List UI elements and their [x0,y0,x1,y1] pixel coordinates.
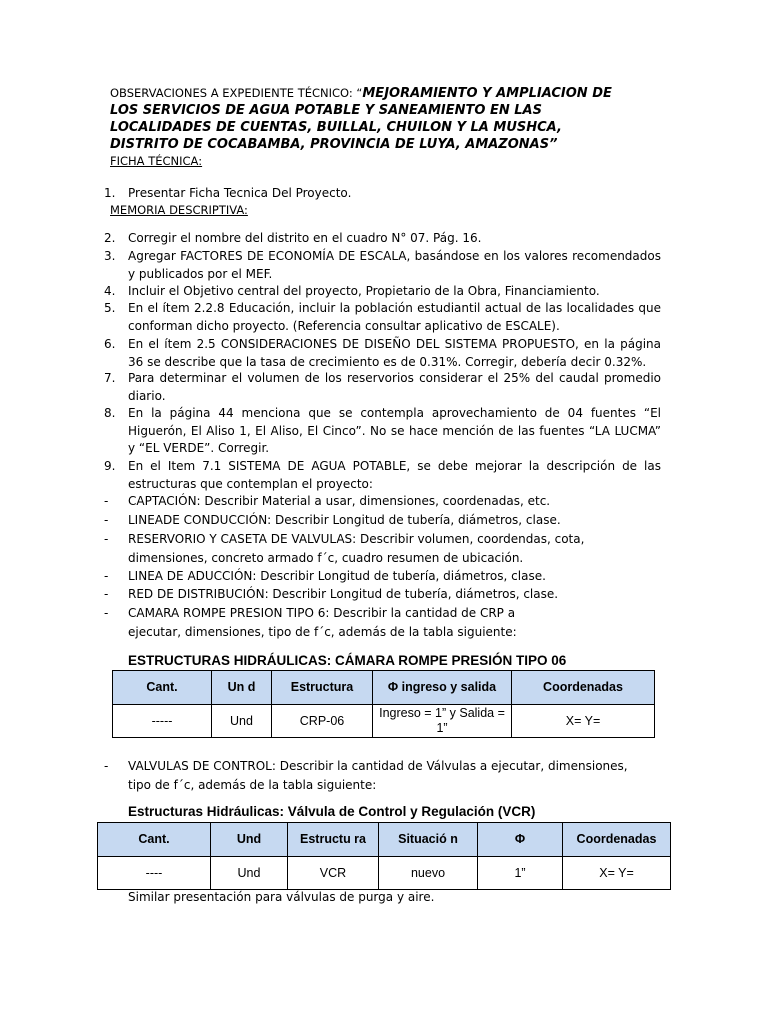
document-title [110,84,612,153]
structure-item [104,530,661,567]
dash-marker: - [104,606,109,620]
structure-text: CAPTACIÓN: Describir Material a usar, dimensiones, coordenadas, etc. [128,494,551,508]
item-text: Corregir el nombre del distrito en el cuadro N° 07. Pág. 16. [128,231,482,245]
dash-marker: - [104,513,109,527]
header-cell: Un d [212,671,272,705]
item-number: 4. [104,284,116,298]
header-cell: Situació n [379,823,478,857]
table-header-row [113,671,655,705]
table-header-row [98,823,671,857]
item-text: Presentar Ficha Tecnica Del Proyecto. [128,186,352,200]
table-cell: Und [211,857,288,890]
header-cell: Cant. [113,671,212,705]
dash-marker: - [104,532,109,546]
item-number: 7. [104,371,116,385]
table-cell: X= Y= [563,857,671,890]
structure-text: LINEADE CONDUCCIÓN: Describir Longitud de tubería, diámetros, clase. [128,513,561,527]
list-item [104,458,661,493]
section-memoria-descriptiva: MEMORIA DESCRIPTIVA: [110,203,248,217]
vcr-table [97,822,671,890]
list-item [104,248,661,283]
structure-text: RED DE DISTRIBUCIÓN: Describir Longitud de tubería, diámetros, clase. [128,587,559,601]
table-cell: 1” [478,857,563,890]
table-cell: Und [212,705,272,738]
list-item [104,336,661,371]
structure-text: CAMARA ROMPE PRESION TIPO 6: Describir la cantidad de CRP a ejecutar, dimensiones, tipo de f´c, además de la tabla siguiente: [128,606,517,639]
structure-item [104,492,661,511]
section-ficha-tecnica: FICHA TÉCNICA: [110,154,203,168]
table-cell: nuevo [379,857,478,890]
item-number: 8. [104,406,116,420]
footer-note: Similar presentación para válvulas de purga y aire. [128,890,435,904]
item-number: 6. [104,337,116,351]
item-text: En el ítem 2.5 CONSIDERACIONES DE DISEÑO DEL SISTEMA PROPUESTO, en la página 36 se describe que la tasa de crecimiento es de 0.31%. Corregir, debería decir 0.32%. [128,337,661,369]
list-item [104,370,661,405]
title-line-3: LOCALIDADES DE CUENTAS, BUILLAL, CHUILON Y LA MUSHCA, [110,120,562,135]
item-text: Agregar FACTORES DE ECONOMÍA DE ESCALA, basándose en los valores recomendados y publicados por el MEF. [128,249,661,281]
header-cell: Und [211,823,288,857]
header-cell: Φ ingreso y salida [373,671,512,705]
title-prefix: OBSERVACIONES A EXPEDIENTE TÉCNICO: “ [110,86,363,100]
structure-text: RESERVORIO Y CASETA DE VALVULAS: Describir volumen, coordendas, cota, dimensiones, concreto armado f´c, cuadro resumen de ubicación. [128,532,585,565]
structure-item [104,585,661,604]
table-row [98,857,671,890]
header-cell: Cant. [98,823,211,857]
crp-table [112,670,655,738]
title-line-4: DISTRITO DE COCABAMBA, PROVINCIA DE LUYA, AMAZONAS” [110,137,558,152]
dash-marker: - [104,587,109,601]
table-cell: ---- [98,857,211,890]
dash-marker: - [104,759,109,773]
list-item [104,405,661,458]
structure-text: VALVULAS DE CONTROL: Describir la cantidad de Válvulas a ejecutar, dimensiones, tipo de f´c, además de la tabla siguiente: [128,759,628,792]
item-number: 3. [104,249,116,263]
list-item [104,300,661,335]
header-cell: Estructu ra [288,823,379,857]
item-number: 1. [104,186,116,200]
list-item [104,283,661,301]
item-number: 2. [104,231,116,245]
list-item [104,185,661,203]
item-text: En la página 44 menciona que se contempla aprovechamiento de 04 fuentes “El Higuerón, El Aliso 1, El Aliso, El Cinco”. No se hace mención de las fuentes “LA LUCMA” y “EL VERDE”. Corregir. [128,406,661,455]
table-cell: Ingreso = 1” y Salida = 1” [373,705,512,738]
item-text: Para determinar el volumen de los reservorios considerar el 25% del caudal promedio diario. [128,371,661,403]
item-number: 5. [104,301,116,315]
item-number: 9. [104,459,116,473]
header-cell: Estructura [272,671,373,705]
title-line-2: LOS SERVICIOS DE AGUA POTABLE Y SANEAMIENTO EN LAS [110,103,542,118]
structure-text: LINEA DE ADUCCIÓN: Describir Longitud de tubería, diámetros, clase. [128,569,546,583]
table-row [113,705,655,738]
item-text: En el Item 7.1 SISTEMA DE AGUA POTABLE, se debe mejorar la descripción de las estructuras que contemplan el proyecto: [128,459,661,491]
structure-item [104,604,544,641]
dash-marker: - [104,494,109,508]
header-cell: Φ [478,823,563,857]
structure-item [104,757,639,794]
list-item [104,230,661,248]
item-text: Incluir el Objetivo central del proyecto, Propietario de la Obra, Financiamiento. [128,284,600,298]
table-cell: CRP-06 [272,705,373,738]
table-cell: X= Y= [512,705,655,738]
structure-item [104,567,661,586]
title-line-1 [110,84,612,102]
table-cell: VCR [288,857,379,890]
item-text: En el ítem 2.2.8 Educación, incluir la población estudiantil actual de las localidades que conforman dicho proyecto. (Referencia consultar aplicativo de ESCALE). [128,301,661,333]
dash-marker: - [104,569,109,583]
table1-title: ESTRUCTURAS HIDRÁULICAS: CÁMARA ROMPE PRESIÓN TIPO 06 [128,653,567,668]
header-cell: Coordenadas [512,671,655,705]
header-cell: Coordenadas [563,823,671,857]
structure-item [104,511,661,530]
table2-title: Estructuras Hidráulicas: Válvula de Control y Regulación (VCR) [128,804,536,819]
table-cell: ----- [113,705,212,738]
title-text: MEJORAMIENTO Y AMPLIACION DE [362,86,612,101]
